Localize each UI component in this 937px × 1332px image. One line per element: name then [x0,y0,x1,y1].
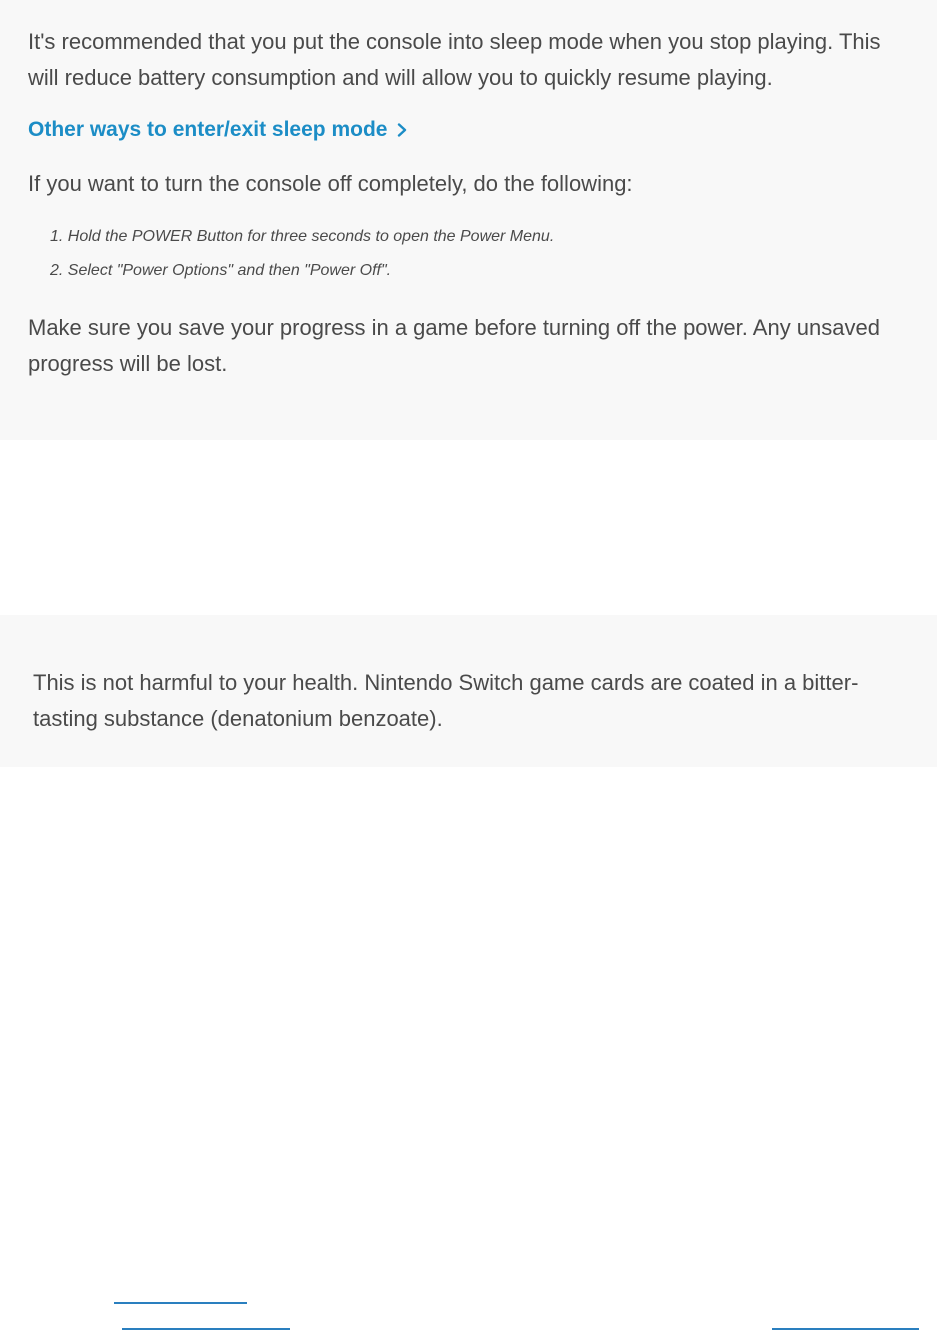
save-progress-warning: Make sure you save your progress in a game before turning off the power. Any unsaved progress will be lost. [28,315,880,376]
footer-link[interactable] [114,1302,247,1304]
game-card-note: This is not harmful to your health. Nintendo Switch game cards are coated in a bitter-tasting substance (denatonium benzoate). [33,670,859,731]
game-card-info-panel [0,615,937,767]
power-info-panel [0,0,937,440]
sleep-mode-intro: It's recommended that you put the console into sleep mode when you stop playing. This will reduce battery consumption and will allow you to quickly resume playing. [28,29,881,90]
footer-link[interactable] [772,1328,919,1330]
sleep-mode-link-label: Other ways to enter/exit sleep mode [28,118,388,141]
power-off-steps [50,220,897,288]
sleep-mode-link[interactable] [28,112,409,148]
power-off-step: 1. Hold the POWER Button for three seconds to open the Power Menu. [50,228,555,245]
power-off-step: 2. Select "Power Options" and then "Power Off". [50,262,392,279]
power-off-intro: If you want to turn the console off completely, do the following: [28,171,633,196]
footer-link[interactable] [122,1328,290,1330]
chevron-right-icon [395,123,409,137]
